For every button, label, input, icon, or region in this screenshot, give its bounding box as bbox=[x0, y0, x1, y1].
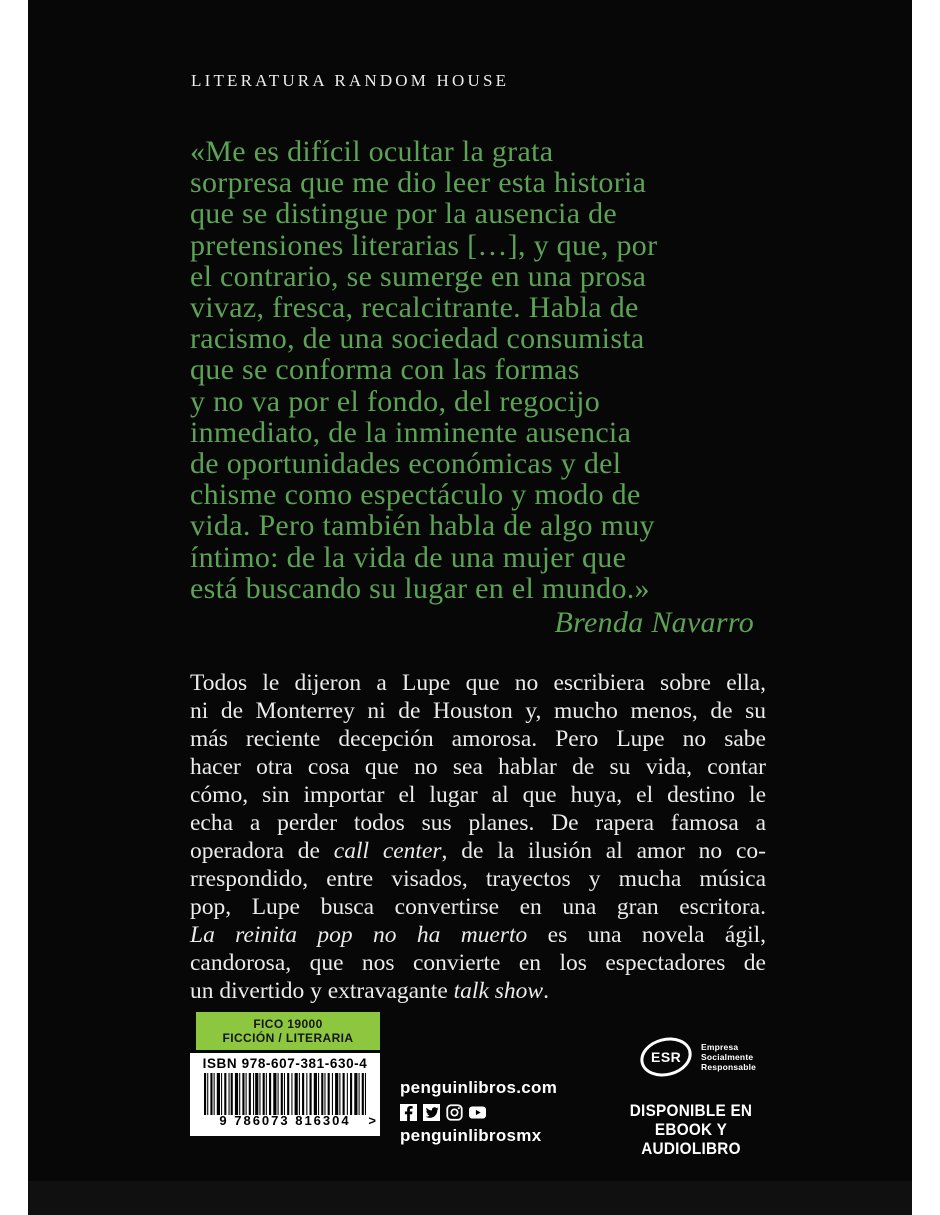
text-line: íntimo: de la vida de una mujer que bbox=[190, 540, 627, 574]
barcode-end-mark: > bbox=[368, 1113, 376, 1128]
text-line: pop, Lupe busca convertirse en una gran escritora. bbox=[190, 894, 766, 920]
availability-notice bbox=[615, 1101, 768, 1158]
text-line: que se distingue por la ausencia de bbox=[190, 197, 618, 231]
text-line: pretensiones literarias […], y que, por bbox=[190, 228, 658, 262]
esr-logo bbox=[640, 1038, 756, 1076]
publisher-social-handle: penguinlibrosmx bbox=[400, 1126, 542, 1145]
text-line: hacer otra cosa que no sea hablar de su vida, contar bbox=[190, 754, 766, 780]
text-line: cómo, sin importar el lugar al que huya, el destino le bbox=[190, 782, 766, 808]
cover-bottom-band bbox=[28, 1181, 912, 1215]
text-line: racismo, de una sociedad consumista bbox=[190, 322, 645, 356]
social-icons-row bbox=[400, 1104, 557, 1121]
text-line: operadora de call center, de la ilusión al amor no co- bbox=[190, 838, 767, 864]
text-line: vivaz, fresca, recalcitrante. Habla de bbox=[190, 291, 639, 325]
publisher-block bbox=[400, 1078, 557, 1146]
esr-caption: Empresa Socialmente Responsable bbox=[701, 1042, 757, 1072]
text-line: inmediato, de la inminente ausencia bbox=[190, 415, 632, 449]
text-line: el contrario, se sumerge en una prosa bbox=[190, 259, 647, 293]
facebook-icon bbox=[400, 1104, 417, 1121]
text-line: rrespondido, entre visados, trayectos y mucha música bbox=[190, 866, 766, 892]
text-line: «Me es difícil ocultar la grata bbox=[190, 135, 554, 168]
text-line: La reinita pop no ha muerto es una novela ágil, bbox=[190, 922, 767, 948]
text-line: está buscando su lugar en el mundo.» bbox=[190, 571, 650, 605]
text-line: que se conforma con las formas bbox=[190, 353, 580, 387]
availability-line2: EBOOK Y AUDIOLIBRO bbox=[641, 1120, 741, 1158]
youtube-icon bbox=[469, 1104, 486, 1121]
synopsis-text bbox=[190, 669, 766, 1005]
review-quote-lines bbox=[190, 136, 768, 604]
barcode-box bbox=[190, 1053, 380, 1136]
text-line: candorosa, que nos convierte en los espectadores de bbox=[190, 950, 766, 976]
text-line: y no va por el fondo, del regocijo bbox=[190, 384, 601, 418]
imprint-label: LITERATURA RANDOM HOUSE bbox=[191, 71, 510, 90]
text-line: Todos le dijeron a Lupe que no escribiera sobre ella, bbox=[190, 670, 766, 696]
text-line: chisme como espectáculo y modo de bbox=[190, 478, 641, 512]
text-line: más reciente decepción amorosa. Pero Lupe no sabe bbox=[190, 726, 766, 752]
twitter-icon bbox=[423, 1104, 440, 1121]
text-line: un divertido y extravagante talk show. bbox=[190, 978, 549, 1004]
category-code: FICO 19000 bbox=[253, 1016, 323, 1031]
text-line: echa a perder todos sus planes. De rapera famosa a bbox=[190, 810, 766, 836]
text-line: sorpresa que me dio leer esta historia bbox=[190, 166, 647, 200]
isbn-number: ISBN 978-607-381-630-4 bbox=[202, 1056, 368, 1071]
category-genre: FICCIÓN / LITERARIA bbox=[222, 1031, 354, 1045]
instagram-icon bbox=[446, 1104, 463, 1121]
barcode-digits: 9 786073 816304 > bbox=[219, 1113, 376, 1128]
text-line: ni de Monterrey ni de Houston y, mucho menos, de su bbox=[190, 698, 766, 724]
quote-attribution: Brenda Navarro bbox=[554, 606, 754, 640]
publisher-website: penguinlibros.com bbox=[400, 1078, 558, 1097]
text-line: de oportunidades económicas y del bbox=[190, 447, 622, 481]
barcode-icon bbox=[204, 1073, 366, 1115]
text-line: vida. Pero también habla de algo muy bbox=[190, 509, 655, 543]
review-quote bbox=[190, 136, 768, 638]
esr-acronym: ESR bbox=[650, 1049, 682, 1066]
category-box bbox=[196, 1012, 380, 1050]
esr-oval-icon bbox=[636, 1032, 696, 1081]
availability-line1: DISPONIBLE EN bbox=[629, 1101, 753, 1120]
